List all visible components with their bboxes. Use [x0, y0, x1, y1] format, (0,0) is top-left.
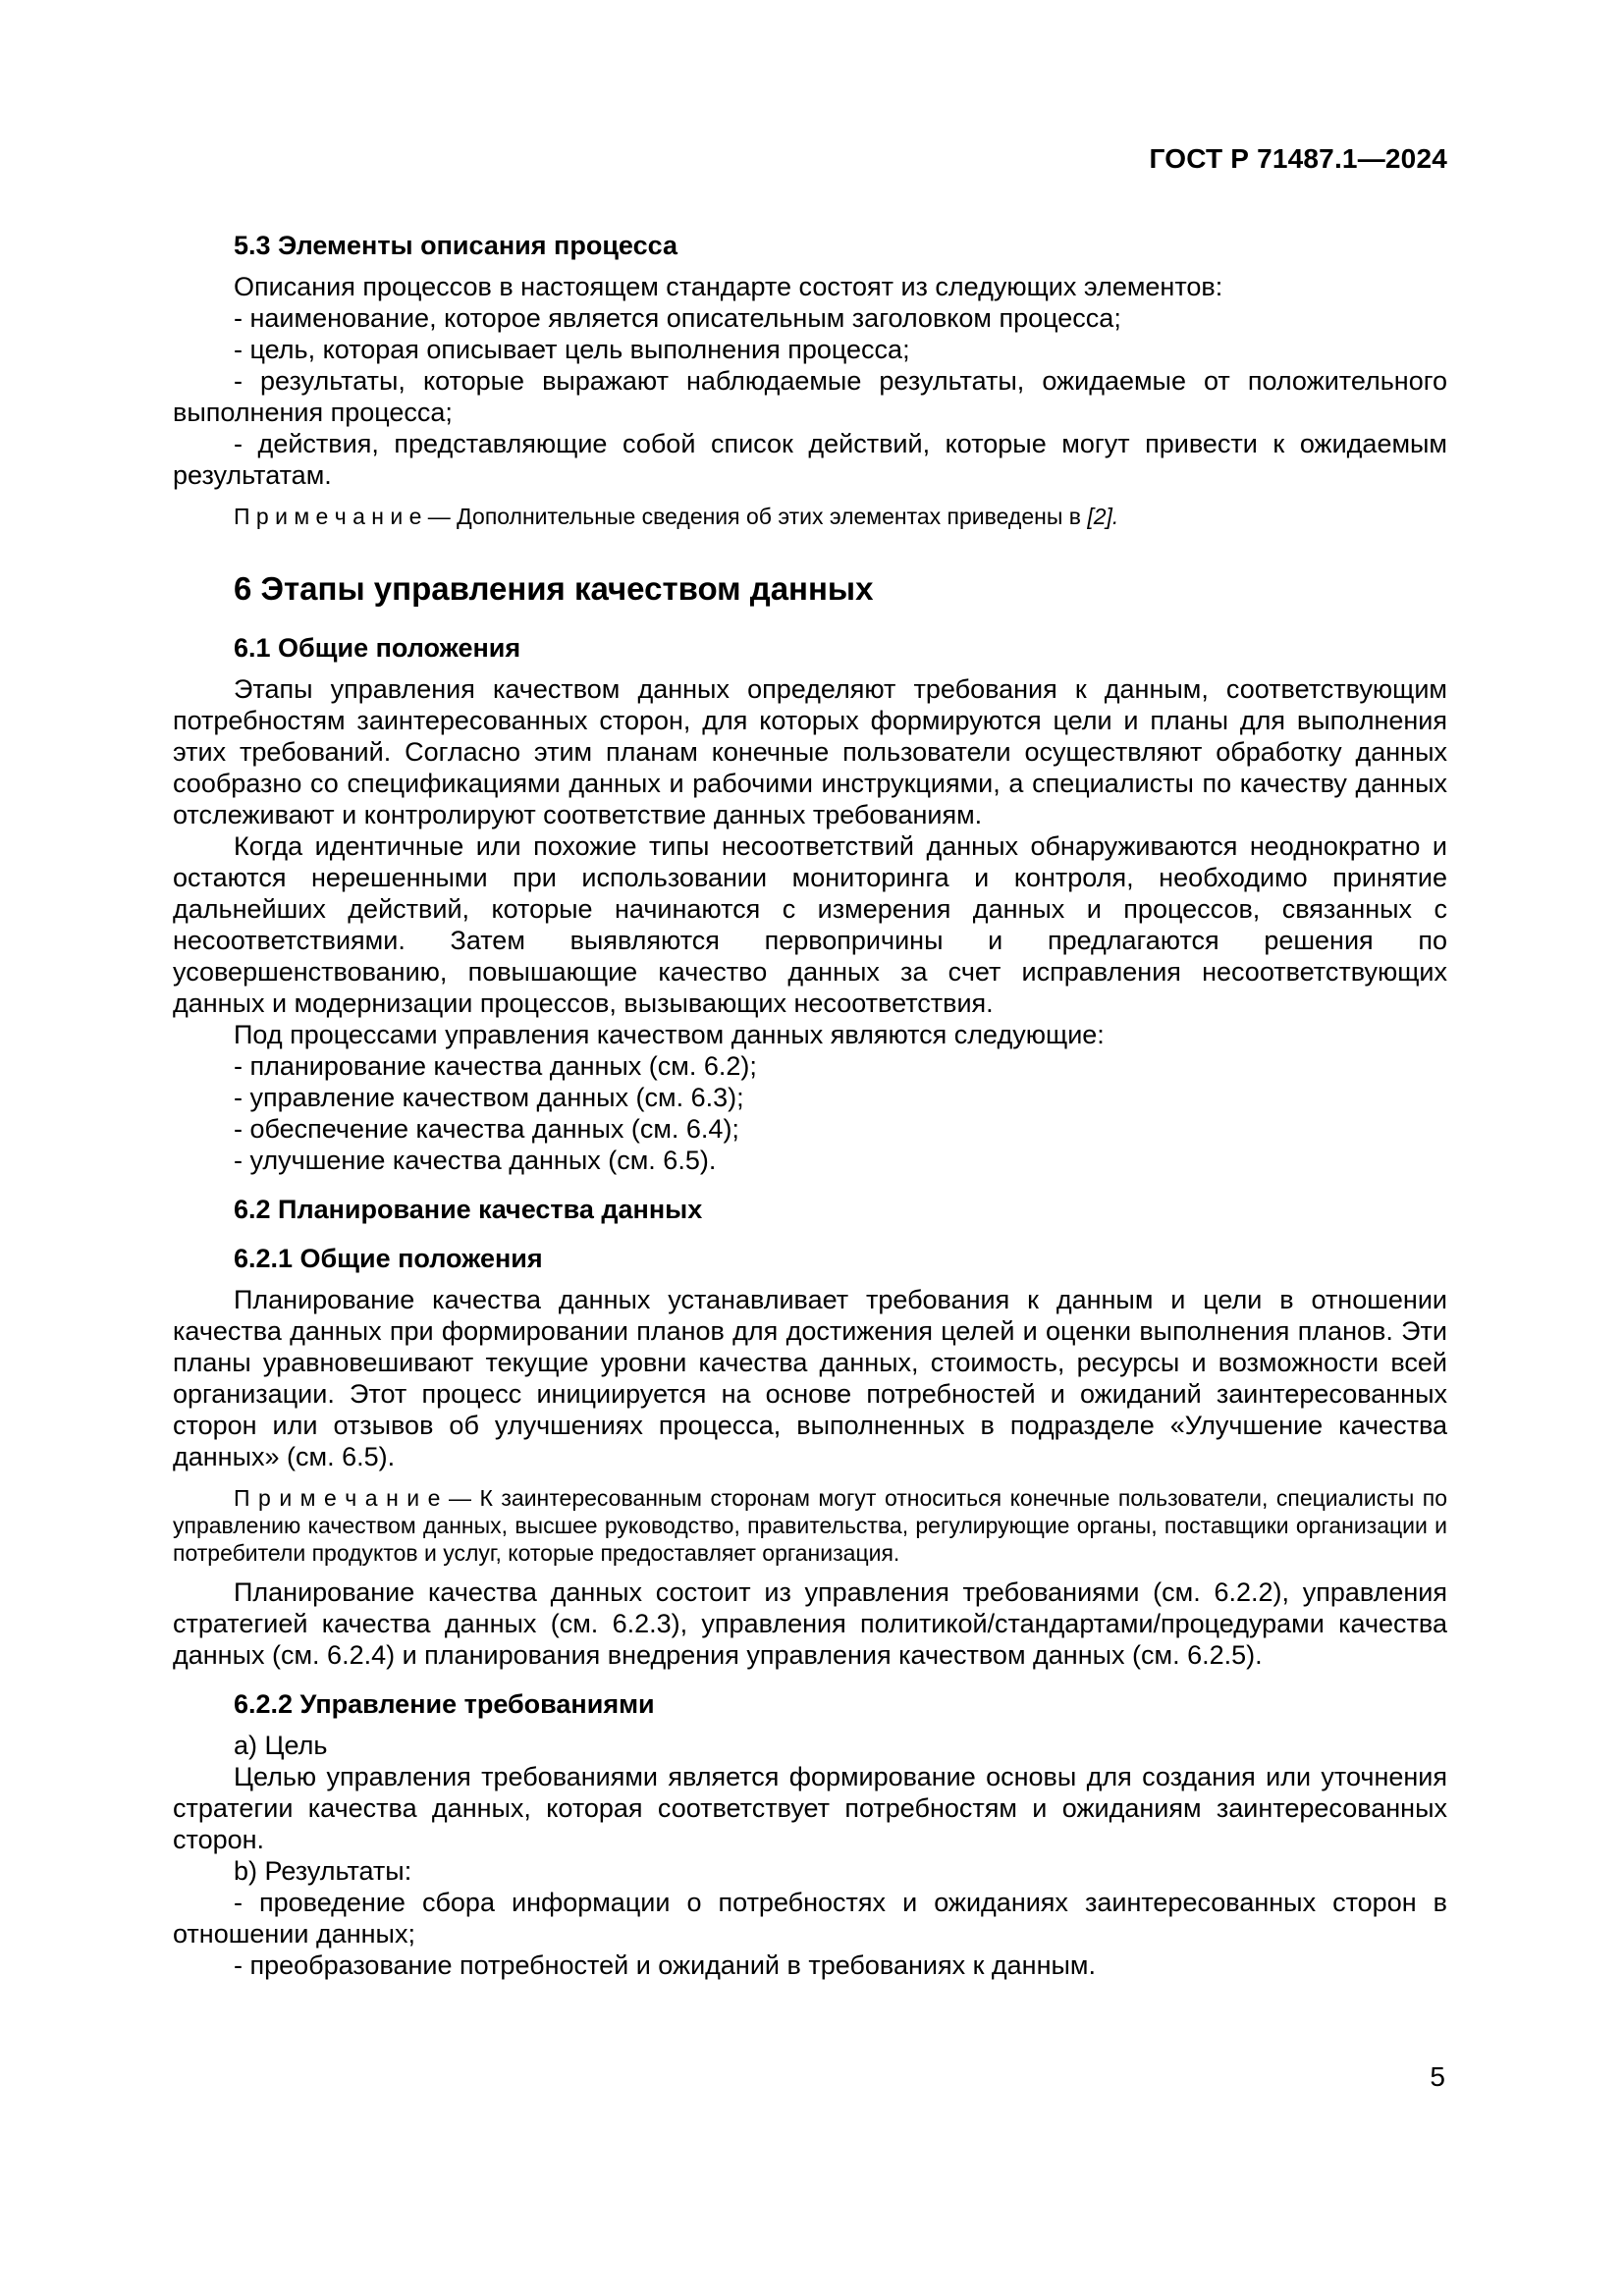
paragraph: Когда идентичные или похожие типы несоответствий данных обнаруживаются неоднократно и остаются нерешенными при использовании мониторинга и контроля, необходимо принятие дальнейших действий, которые начинаются с измерения данных и процессов, связанных с несоответствиями. Затем выявляются первопричины и предлагаются решения по усовершенствованию, повышающие качество данных за счет исправления несоответствующих данных и модернизации процессов, вызывающих несоответствия. [173, 831, 1447, 1018]
paragraph: Под процессами управления качеством данных являются следующие: [234, 1020, 1105, 1049]
list-item: - улучшение качества данных (см. 6.5). [234, 1146, 717, 1175]
list-item: - действия, представляющие собой список действий, которые могут привести к ожидаемым результатам. [173, 429, 1447, 490]
list-item: - проведение сбора информации о потребностях и ожиданиях заинтересованных сторон в отношении данных; [173, 1888, 1447, 1949]
paragraph: Этапы управления качеством данных определяют требования к данным, соответствующим потребностям заинтересованных сторон, для которых формируются цели и планы для выполнения этих требований. Согласно этим планам конечные пользователи осуществляют обработку данных сообразно со спецификациями данных и рабочими инструкциями, а специалисты по качеству данных отслеживают и контролируют соответствие данных требованиям. [173, 674, 1447, 829]
list-item: - цель, которая описывает цель выполнения процесса; [234, 335, 910, 364]
paragraph: Планирование качества данных состоит из управления требованиями (см. 6.2.2), управления стратегией качества данных (см. 6.2.3), управления политикой/стандартами/процедурами качества данных (см. 6.2.4) и планирования внедрения управления качеством данных (см. 6.2.5). [173, 1577, 1447, 1670]
heading-6-2-1: 6.2.1 Общие положения [234, 1244, 543, 1273]
heading-6-2: 6.2 Планирование качества данных [234, 1195, 703, 1224]
heading-5-3: 5.3 Элементы описания процесса [234, 231, 677, 260]
paragraph: Описания процессов в настоящем стандарте состоят из следующих элементов: [234, 272, 1223, 301]
note-text: — Дополнительные сведения об этих элементах приведены в [427, 504, 1081, 529]
note-reference: [2]. [1087, 504, 1119, 529]
note-text: — К заинтересованным сторонам могут относиться конечные пользователи, специалисты по управлению качеством данных, высшее руководство, правительства, регулирующие органы, поставщики организации и потребители продуктов и услуг, которые предоставляет организация. [173, 1485, 1448, 1566]
heading-6: 6 Этапы управления качеством данных [234, 570, 874, 607]
item-a-label: a) Цель [234, 1731, 328, 1760]
heading-6-2-2: 6.2.2 Управление требованиями [234, 1689, 655, 1719]
list-item: - результаты, которые выражают наблюдаемые результаты, ожидаемые от положительного выполнения процесса; [173, 366, 1447, 427]
doc-code: ГОСТ Р 71487.1—2024 [1149, 143, 1447, 174]
paragraph: Планирование качества данных устанавливает требования к данным и цели в отношении качества данных при формировании планов для достижения целей и оценки выполнения планов. Эти планы уравновешивают текущие уровни качества данных, стоимость, ресурсы и возможности всей организации. Этот процесс инициируется на основе потребностей и ожиданий заинтересованных сторон или отзывов об улучшениях процесса, выполненных в подразделе «Улучшение качества данных» (см. 6.5). [173, 1285, 1447, 1471]
paragraph: Целью управления требованиями является формирование основы для создания или уточнения стратегии качества данных, которая соответствует потребностям и ожиданиям заинтересованных сторон. [173, 1762, 1447, 1854]
list-item: - планирование качества данных (см. 6.2); [234, 1051, 757, 1081]
heading-6-1: 6.1 Общие положения [234, 633, 521, 663]
doc-header [173, 143, 1447, 175]
page-number: 5 [1430, 2061, 1445, 2092]
list-item: - управление качеством данных (см. 6.3); [234, 1083, 744, 1112]
list-item: - наименование, которое является описательным заголовком процесса; [234, 303, 1121, 333]
list-item: - преобразование потребностей и ожиданий в требованиях к данным. [234, 1950, 1096, 1980]
list-item: - обеспечение качества данных (см. 6.4); [234, 1114, 739, 1144]
page-content [173, 230, 1447, 1981]
item-b-label: b) Результаты: [234, 1856, 412, 1886]
note [173, 1484, 1447, 1567]
note [173, 503, 1447, 530]
page-footer [1430, 2061, 1445, 2093]
note-label: П р и м е ч а н и е [234, 504, 422, 529]
note-label: П р и м е ч а н и е [234, 1485, 441, 1511]
